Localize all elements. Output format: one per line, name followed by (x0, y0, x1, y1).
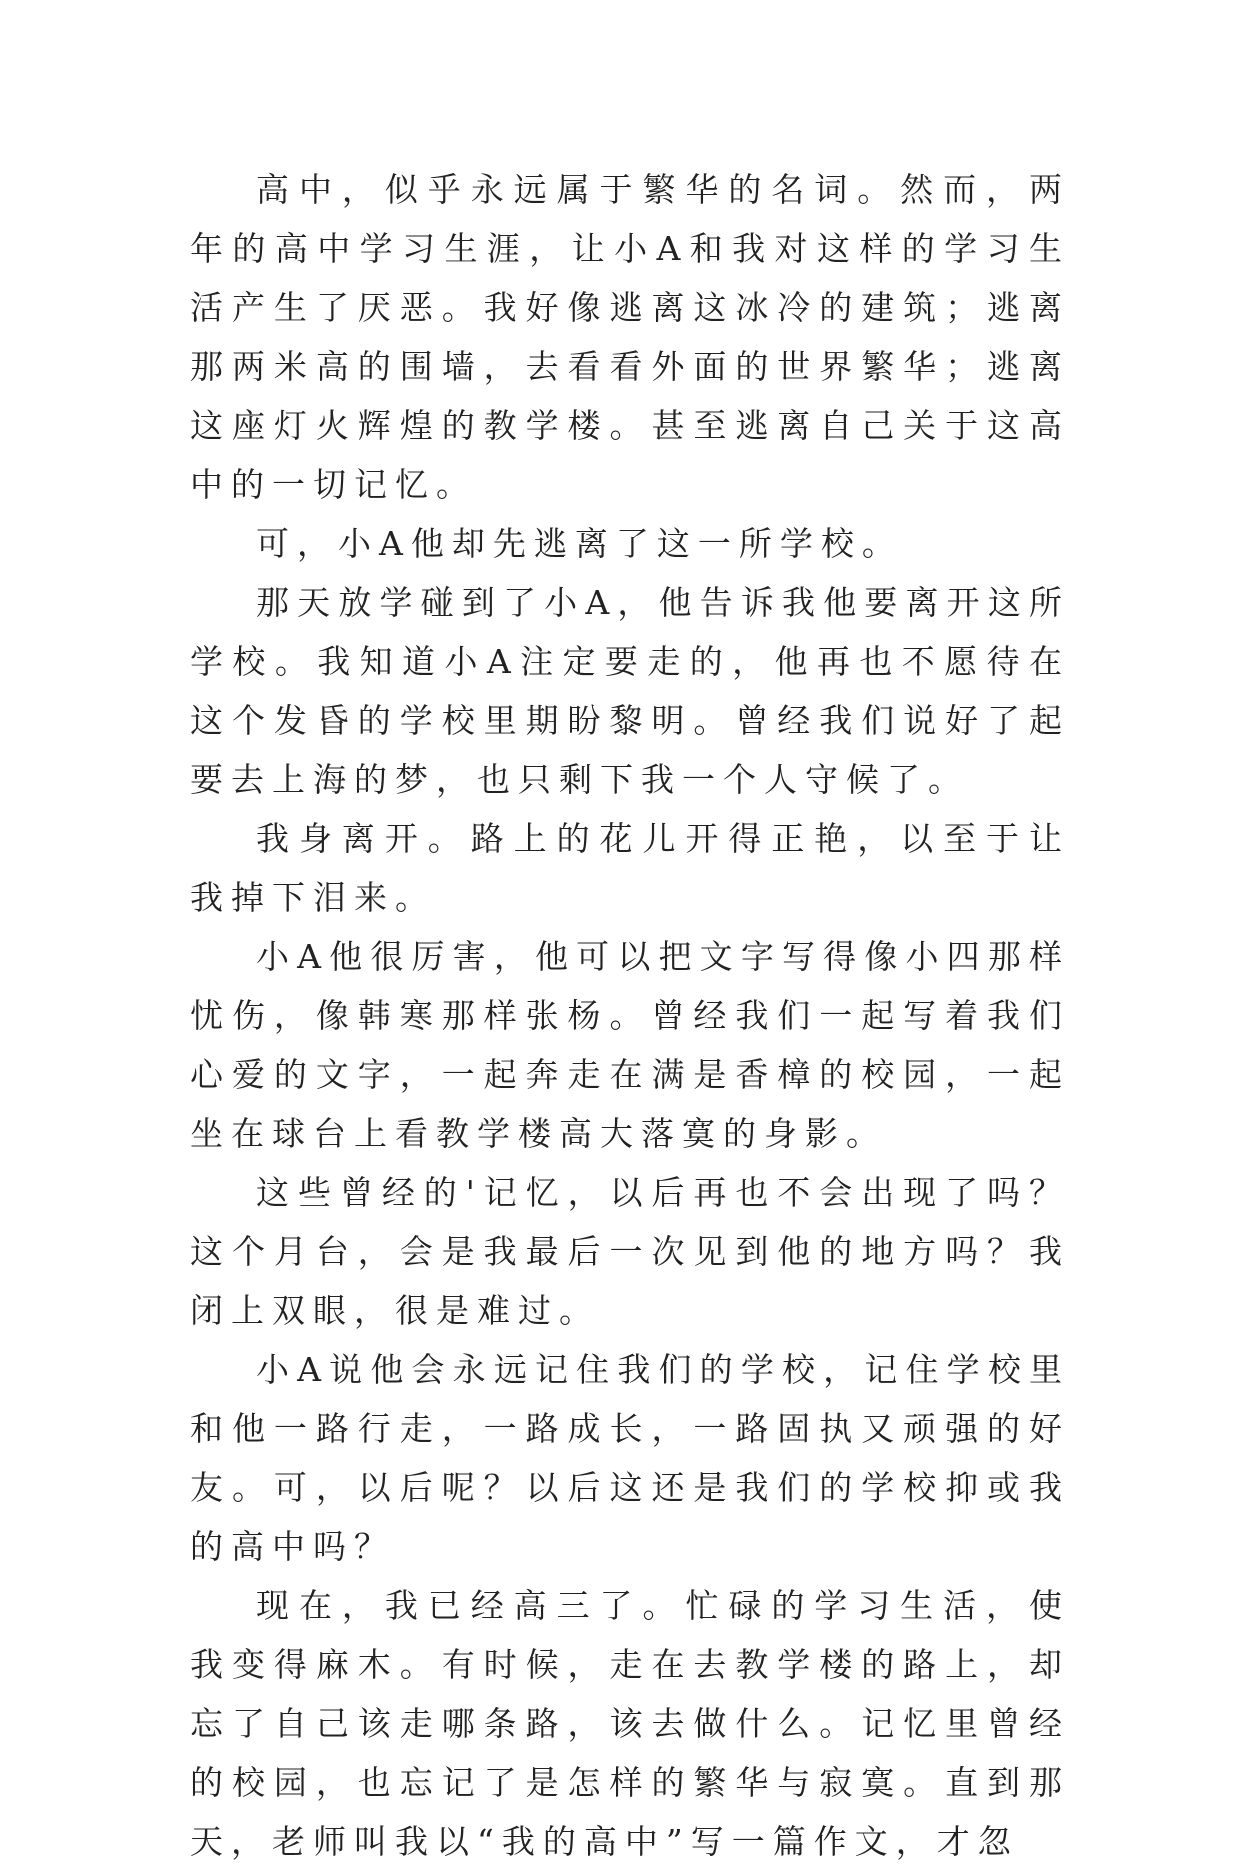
paragraph-3: 那天放学碰到了小A，他告诉我他要离开这所学校。我知道小A注定要走的，他再也不愿待在这个发昏的学校里期盼黎明。曾经我们说好了起要去上海的梦，也只剩下我一个人守候了。 (190, 583, 1070, 799)
essay-body (190, 160, 1070, 1871)
paragraph-1: 高中，似乎永远属于繁华的名词。然而，两年的高中学习生涯，让小A和我对这样的学习生活产生了厌恶。我好像逃离这冰冷的建筑；逃离那两米高的围墙，去看看外面的世界繁华；逃离这座灯火辉煌的教学楼。甚至逃离自己关于这高中的一切记忆。 (190, 170, 1070, 504)
paragraph-8: 现在，我已经高三了。忙碌的学习生活，使我变得麻木。有时候，走在去教学楼的路上，却忘了自己该走哪条路，该去做什么。记忆里曾经的校园，也忘记了是怎样的繁华与寂寞。直到那天，老师叫我以“我的高中”写一篇作文，才忽 (190, 1586, 1070, 1861)
paragraph-2: 可，小A他却先逃离了这一所学校。 (256, 524, 903, 563)
paragraph-7: 小A说他会永远记住我们的学校，记住学校里和他一路行走，一路成长，一路固执又顽强的好友。可，以后呢？以后这还是我们的学校抑或我的高中吗？ (190, 1350, 1070, 1566)
paragraph-4: 我身离开。路上的花儿开得正艳，以至于让我掉下泪来。 (190, 819, 1070, 917)
paragraph-6: 这些曾经的'记忆，以后再也不会出现了吗？这个月台，会是我最后一次见到他的地方吗？我闭上双眼，很是难过。 (190, 1173, 1070, 1330)
paragraph-5: 小A他很厉害，他可以把文字写得像小四那样忧伤，像韩寒那样张杨。曾经我们一起写着我们心爱的文字，一起奔走在满是香樟的校园，一起坐在球台上看教学楼高大落寞的身影。 (190, 937, 1070, 1153)
